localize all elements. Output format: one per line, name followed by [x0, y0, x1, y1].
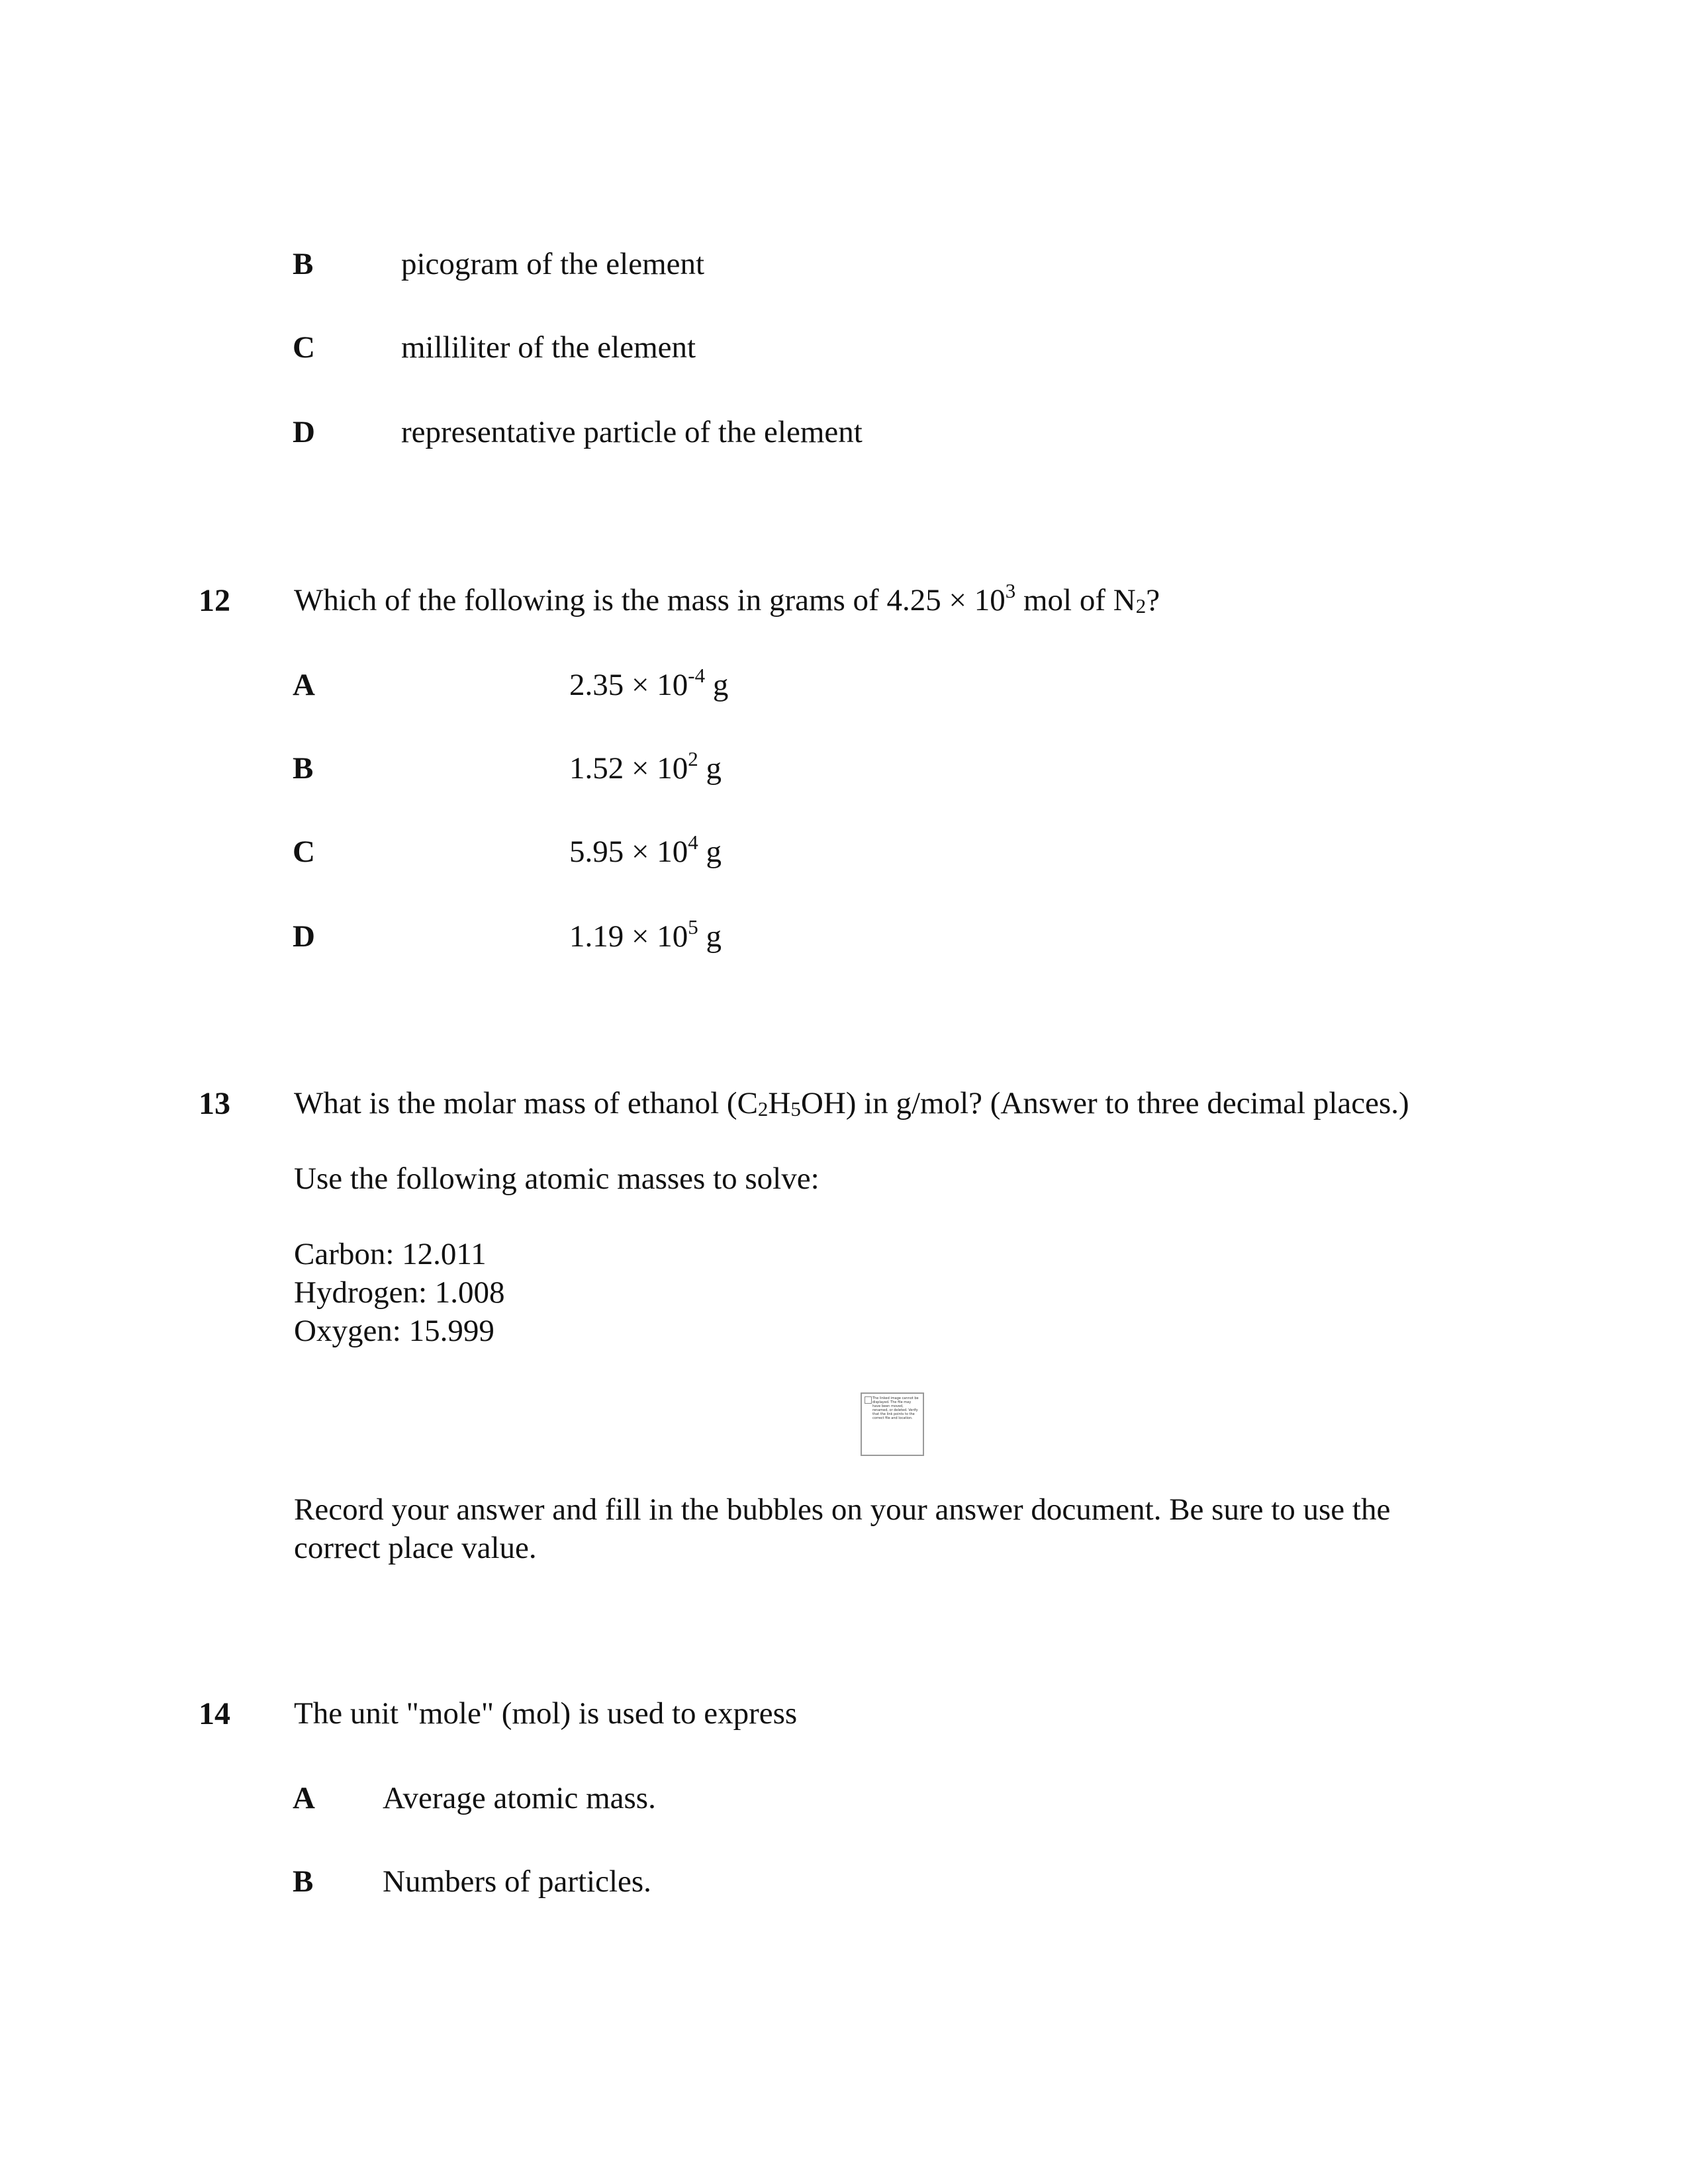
question-stem: The unit "mole" (mol) is used to express [294, 1696, 798, 1731]
atomic-mass-oxygen: Oxygen: 15.999 [294, 1314, 494, 1348]
option-letter: B [293, 1864, 314, 1899]
option-text: picogram of the element [401, 247, 705, 281]
question-number: 12 [199, 583, 230, 618]
question-stem: Which of the following is the mass in grams of $4.25 \times 10^3$ mol of $N_2$? [294, 579, 1160, 617]
question-number: 14 [199, 1696, 230, 1731]
option-value: $2.35 \times 10^{-4}$ g [569, 664, 729, 702]
option-value: $1.19 \times 10^5$ g [569, 915, 722, 954]
option-text: milliliter of the element [401, 330, 696, 365]
atomic-mass-carbon: Carbon: 12.011 [294, 1237, 487, 1271]
option-letter: C [293, 835, 315, 869]
option-letter: B [293, 751, 314, 786]
image-alt-text: The linked image cannot be displayed. The file may have been moved, renamed, or deleted. Verify that the link points to the correct file and location. [872, 1396, 919, 1420]
option-value: $1.52 \times 10^2$ g [569, 747, 722, 786]
question-number: 13 [199, 1086, 230, 1121]
option-letter: D [293, 919, 315, 954]
option-value: $5.95 \times 10^4$ g [569, 831, 722, 869]
atomic-mass-hydrogen: Hydrogen: 1.008 [294, 1275, 505, 1310]
broken-image-icon [865, 1396, 872, 1404]
instruction-text: Use the following atomic masses to solve: [294, 1161, 820, 1196]
option-text: representative particle of the element [401, 415, 863, 449]
option-letter: B [293, 247, 314, 281]
question-stem: What is the molar mass of ethanol $(C_2H_5OH)$ in g/mol? (Answer to three decimal places.) [294, 1086, 1409, 1120]
record-answer-instruction: Record your answer and fill in the bubbles on your answer document. Be sure to use the correct place value. [294, 1492, 1391, 1565]
option-letter: A [293, 1781, 315, 1815]
option-text: Average atomic mass. [383, 1781, 656, 1815]
option-letter: C [293, 330, 315, 365]
option-letter: D [293, 415, 315, 449]
broken-image-placeholder [861, 1392, 924, 1456]
option-text: Numbers of particles. [383, 1864, 651, 1899]
option-letter: A [293, 668, 315, 702]
